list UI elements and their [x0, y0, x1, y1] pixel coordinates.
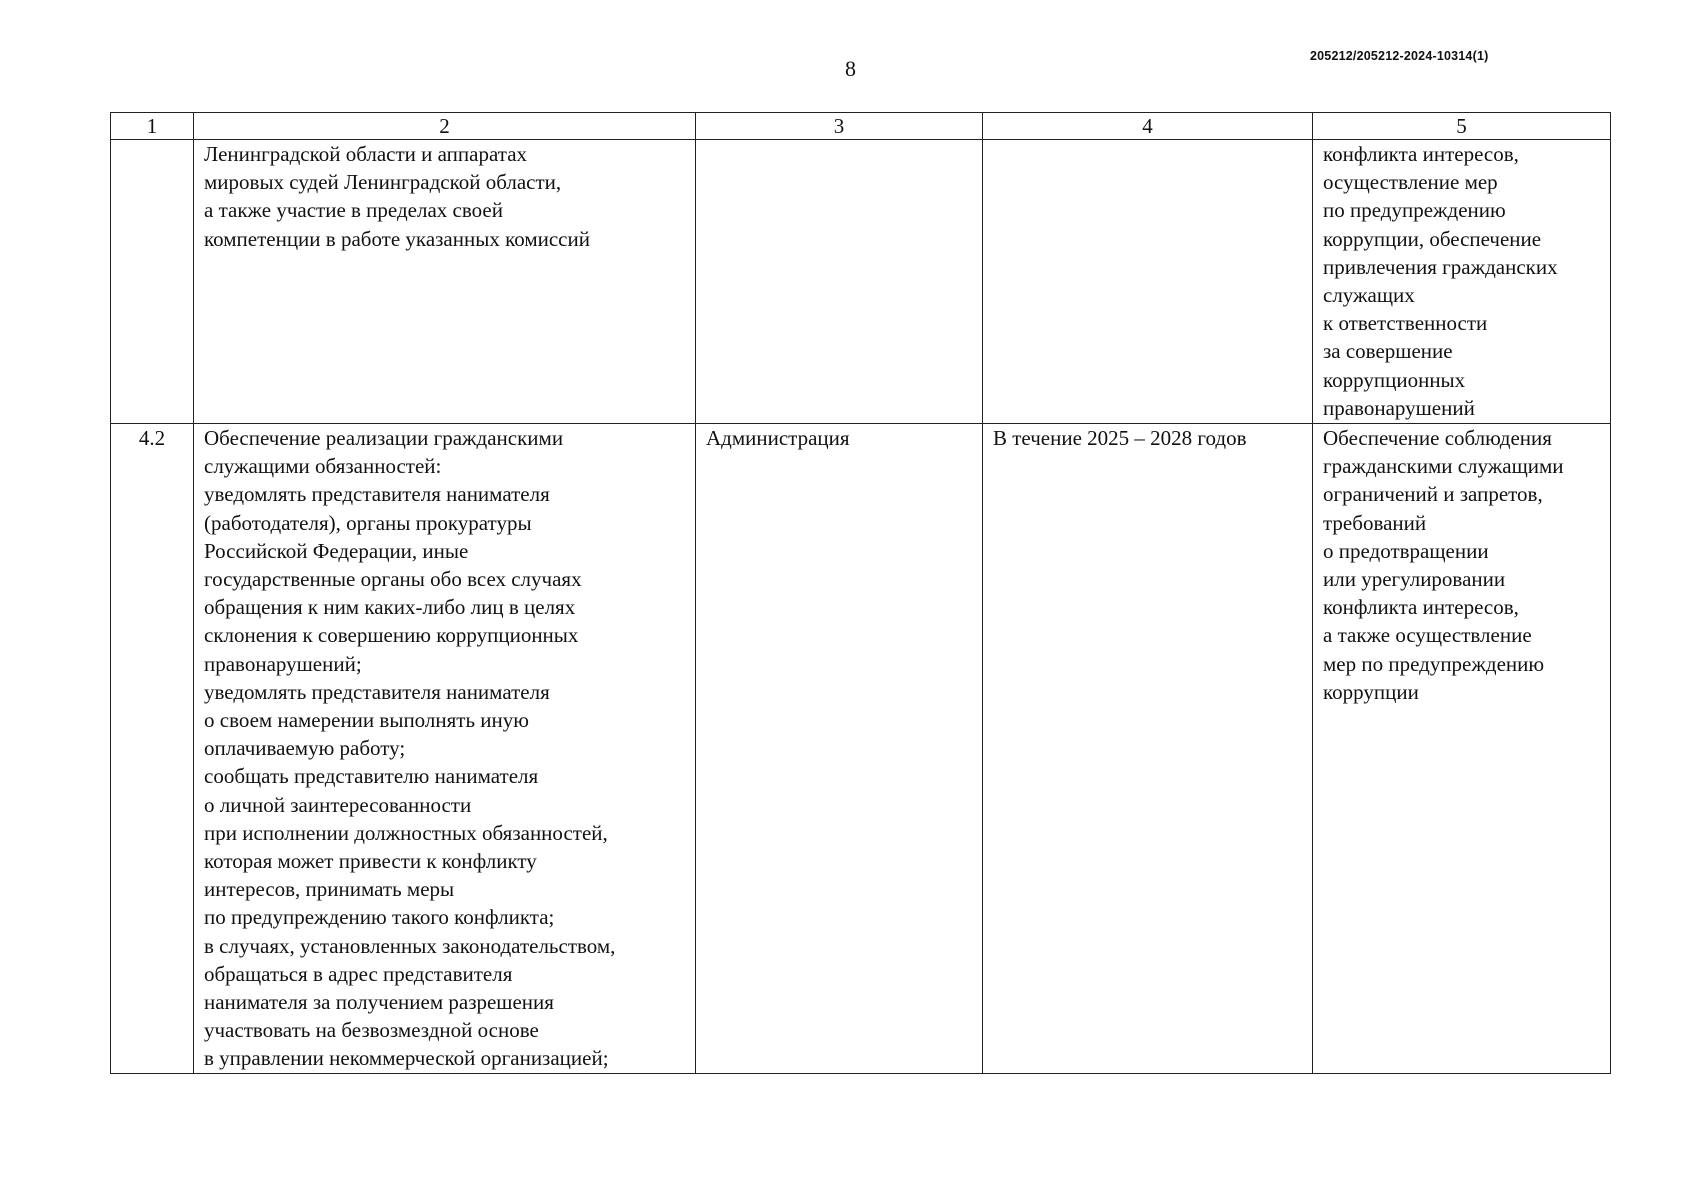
row-number-cell: [111, 140, 194, 424]
table-header-row: [111, 113, 1611, 140]
deadline-cell: В течение 2025 – 2028 годов: [983, 424, 1313, 1074]
row-number-cell: 4.2: [111, 424, 194, 1074]
text-line: обращения к ним каких-либо лиц в целях: [204, 595, 576, 620]
document-code: 205212/205212-2024-10314(1): [1310, 49, 1489, 63]
text-line: осуществление мер: [1323, 170, 1498, 195]
text-line: нанимателя за получением разрешения: [204, 990, 554, 1015]
text-line: к ответственности: [1323, 311, 1488, 336]
text-line: мировых судей Ленинградской области,: [204, 170, 562, 195]
text-line: о своем намерении выполнять иную: [204, 708, 529, 733]
text-line: привлечения гражданских: [1323, 254, 1558, 279]
text-line: Ленинградской области и аппаратах: [204, 142, 528, 166]
text-line: служащих: [1323, 283, 1415, 308]
text-line: Российской Федерации, иные: [204, 538, 469, 563]
text-line: обращаться в адрес представителя: [204, 961, 513, 986]
text-line: конфликта интересов,: [1323, 595, 1519, 620]
text-line: ограничений и запретов,: [1323, 482, 1543, 507]
text-line: или урегулировании: [1323, 567, 1506, 592]
text-line: компетенции в работе указанных комиссий: [204, 226, 590, 251]
measure-cell: [194, 424, 696, 1074]
text-line: за совершение: [1323, 339, 1453, 364]
text-line: в управлении некоммерческой организацией;: [204, 1046, 609, 1071]
page-number: 8: [845, 56, 856, 81]
text-line: гражданскими служащими: [1323, 454, 1564, 479]
text-line: требований: [1323, 510, 1427, 535]
text-line: интересов, принимать меры: [204, 877, 455, 902]
text-line: конфликта интересов,: [1323, 142, 1519, 166]
text-line: по предупреждению: [1323, 198, 1506, 223]
text-line: государственные органы обо всех случаях: [204, 567, 582, 592]
text-line: которая может привести к конфликту: [204, 849, 537, 874]
text-line: а также осуществление: [1323, 623, 1532, 648]
text-line: мер по предупреждению: [1323, 651, 1545, 676]
text-line: коррупции: [1323, 679, 1419, 704]
text-line: сообщать представителю нанимателя: [204, 764, 539, 789]
text-line: (работодателя), органы прокуратуры: [204, 510, 532, 535]
text-line: участвовать на безвозмездной основе: [204, 1018, 539, 1043]
header-cell: 5: [1313, 113, 1611, 140]
table-row: [111, 424, 1611, 1074]
text-line: по предупреждению такого конфликта;: [204, 905, 555, 930]
header-cell: 3: [696, 113, 983, 140]
text-line: о личной заинтересованности: [204, 792, 472, 817]
text-line: служащими обязанностей:: [204, 454, 442, 479]
executor-cell: [696, 140, 983, 424]
measures-table: [110, 112, 1611, 1074]
header-cell: 2: [194, 113, 696, 140]
text-line: уведомлять представителя нанимателя: [204, 679, 550, 704]
text-line: Обеспечение реализации гражданскими: [204, 426, 564, 450]
executor-cell: Администрация: [696, 424, 983, 1074]
text-line: в случаях, установленных законодательством,: [204, 933, 616, 958]
table-row: [111, 140, 1611, 424]
deadline-cell: [983, 140, 1313, 424]
text-line: правонарушений;: [204, 651, 362, 676]
result-cell: [1313, 140, 1611, 424]
header-cell: 4: [983, 113, 1313, 140]
text-line: склонения к совершению коррупционных: [204, 623, 579, 648]
text-line: правонарушений: [1323, 395, 1475, 420]
text-line: о предотвращении: [1323, 538, 1489, 563]
header-cell: 1: [111, 113, 194, 140]
text-line: а также участие в пределах своей: [204, 198, 503, 223]
text-line: при исполнении должностных обязанностей,: [204, 820, 608, 845]
result-cell: [1313, 424, 1611, 1074]
text-line: оплачиваемую работу;: [204, 736, 406, 761]
text-line: Обеспечение соблюдения: [1323, 426, 1552, 450]
text-line: коррупции, обеспечение: [1323, 226, 1542, 251]
measure-cell: [194, 140, 696, 424]
text-line: уведомлять представителя нанимателя: [204, 482, 550, 507]
text-line: коррупционных: [1323, 367, 1466, 392]
